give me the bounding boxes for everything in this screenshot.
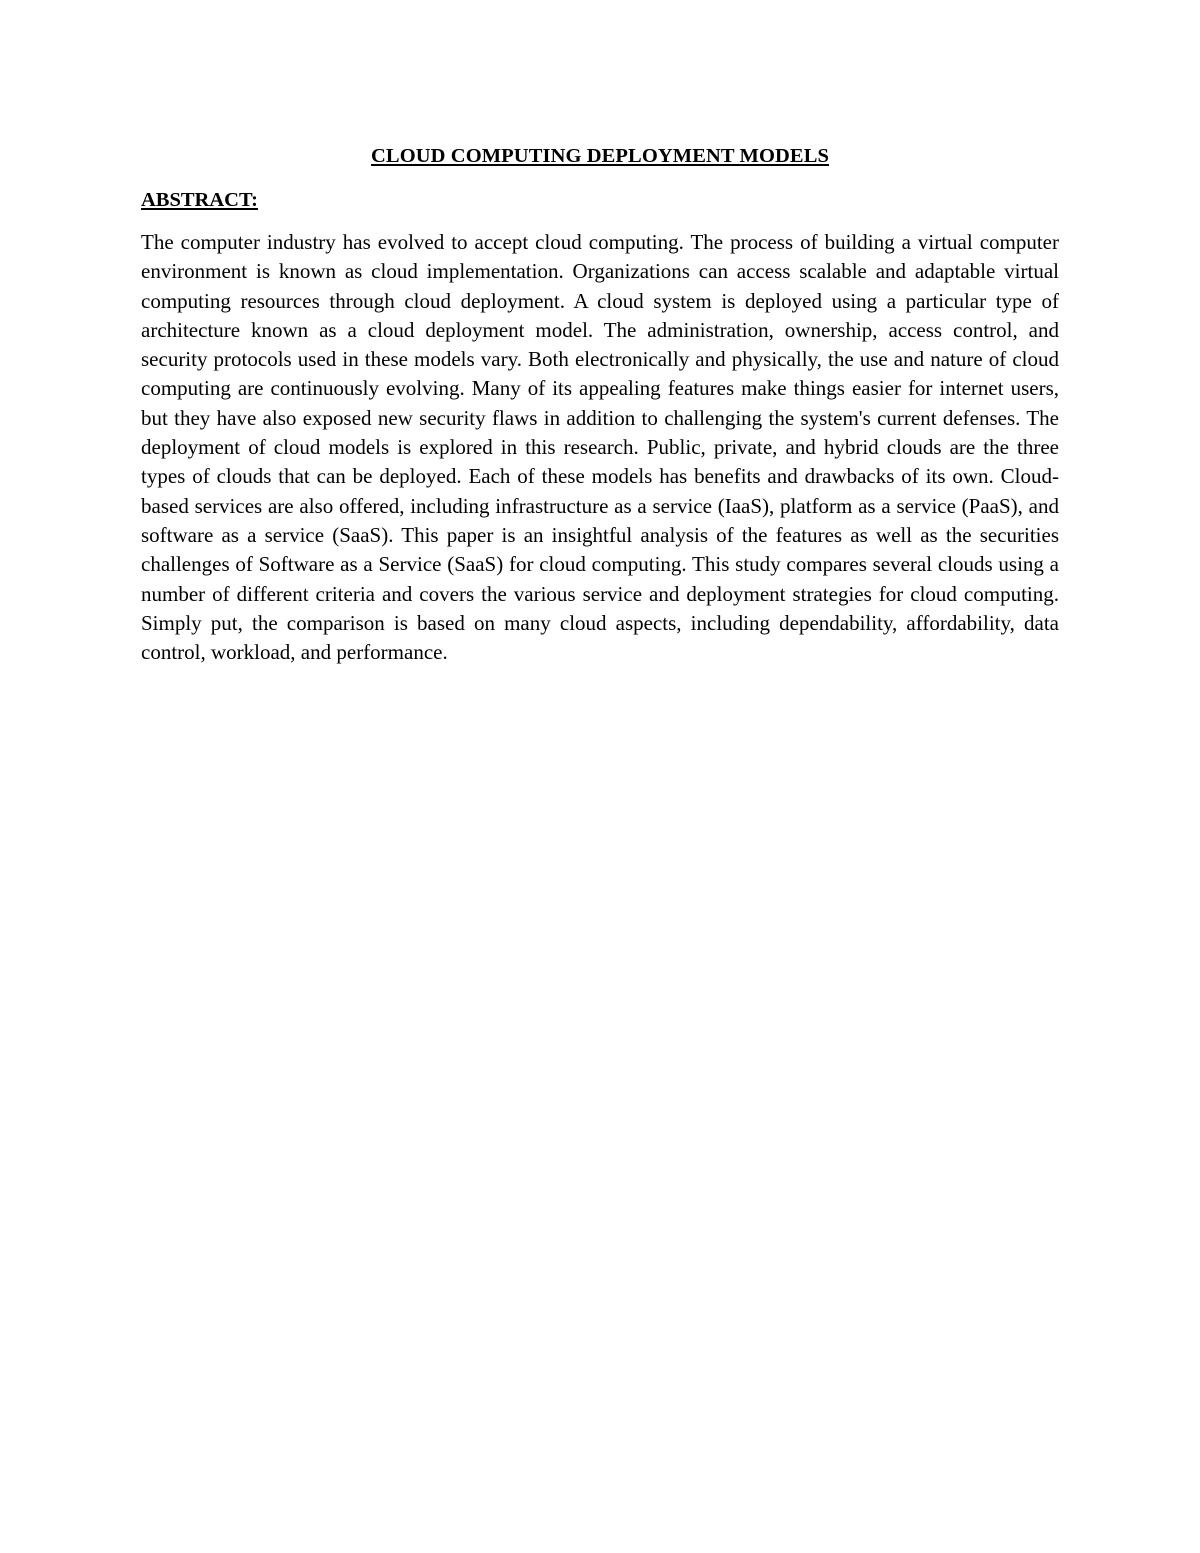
document-content bbox=[141, 140, 1059, 667]
abstract-paragraph: The computer industry has evolved to accept cloud computing. The process of building a virtual computer environment is known as cloud implementation. Organizations can access scalable and adaptable virtual computing resources through cloud deployment. A cloud system is deployed using a particular type of architecture known as a cloud deployment model. The administration, ownership, access control, and security protocols used in these models vary. Both electronically and physically, the use and nature of cloud computing are continuously evolving. Many of its appealing features make things easier for internet users, but they have also exposed new security flaws in addition to challenging the system's current defenses. The deployment of cloud models is explored in this research. Public, private, and hybrid clouds are the three types of clouds that can be deployed. Each of these models has benefits and drawbacks of its own. Cloud-based services are also offered, including infrastructure as a service (IaaS), platform as a service (PaaS), and software as a service (SaaS). This paper is an insightful analysis of the features as well as the securities challenges of Software as a Service (SaaS) for cloud computing. This study compares several clouds using a number of different criteria and covers the various service and deployment strategies for cloud computing. Simply put, the comparison is based on many cloud aspects, including dependability, affordability, data control, workload, and performance. bbox=[141, 230, 1059, 665]
abstract-heading: ABSTRACT: bbox=[141, 189, 258, 211]
document-title: CLOUD COMPUTING DEPLOYMENT MODELS bbox=[371, 145, 829, 167]
